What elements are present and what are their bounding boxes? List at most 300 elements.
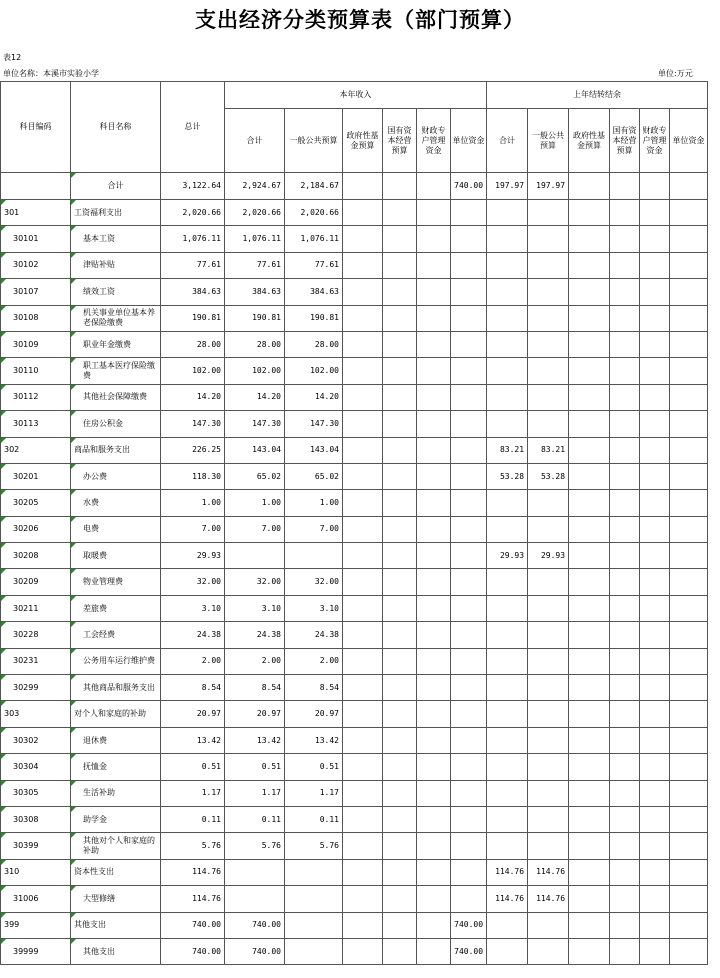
cell-ly-unit-fund: [670, 595, 708, 621]
cell-cy-total: 77.61: [225, 252, 285, 278]
cell-ly-unit-fund: [670, 252, 708, 278]
cell-code: 30112: [1, 384, 71, 410]
cell-ly-total: [487, 279, 528, 305]
cell-cy-fiscal-special: [417, 886, 451, 912]
cell-total: 20.97: [161, 701, 225, 727]
header-name: 科目名称: [71, 82, 161, 173]
cell-cy-unit-fund: [451, 754, 487, 780]
header-this-year: 本年收入: [225, 82, 487, 109]
cell-ly-total: [487, 516, 528, 542]
cell-cy-general: [285, 912, 343, 938]
cell-cy-general: [285, 886, 343, 912]
cell-cy-general: 2,020.66: [285, 200, 343, 226]
cell-ly-gov-fund: [569, 622, 610, 648]
cell-ly-total: 29.93: [487, 543, 528, 569]
cell-cy-total: 1,076.11: [225, 226, 285, 252]
cell-ly-fiscal-special: [640, 331, 670, 357]
cell-cy-general: 28.00: [285, 331, 343, 357]
cell-ly-gov-fund: [569, 675, 610, 701]
cell-ly-state-capital: [610, 833, 640, 859]
cell-total: 3.10: [161, 595, 225, 621]
cell-cy-fiscal-special: [417, 411, 451, 437]
cell-cy-state-capital: [383, 912, 417, 938]
cell-cy-gov-fund: [343, 622, 383, 648]
table-row: [1, 912, 708, 938]
cell-cy-fiscal-special: [417, 833, 451, 859]
cell-name: 差旅费: [71, 595, 161, 621]
cell-ly-total: 53.28: [487, 463, 528, 489]
cell-ly-state-capital: [610, 938, 640, 964]
table-row: [1, 727, 708, 753]
cell-ly-general: [528, 200, 569, 226]
cell-ly-state-capital: [610, 252, 640, 278]
cell-cy-fiscal-special: [417, 754, 451, 780]
cell-ly-fiscal-special: [640, 279, 670, 305]
cell-ly-fiscal-special: [640, 411, 670, 437]
cell-ly-general: [528, 806, 569, 832]
cell-cy-total: 24.38: [225, 622, 285, 648]
table-row: [1, 859, 708, 885]
cell-cy-general: 5.76: [285, 833, 343, 859]
cell-cy-state-capital: [383, 806, 417, 832]
cell-total: 114.76: [161, 886, 225, 912]
cell-ly-unit-fund: [670, 569, 708, 595]
table-row: [1, 173, 708, 200]
cell-cy-unit-fund: [451, 569, 487, 595]
header-total: 总计: [161, 82, 225, 173]
cell-cy-unit-fund: [451, 411, 487, 437]
cell-cy-general: 3.10: [285, 595, 343, 621]
cell-cy-state-capital: [383, 279, 417, 305]
cell-code: 30305: [1, 780, 71, 806]
cell-cy-unit-fund: [451, 331, 487, 357]
cell-cy-state-capital: [383, 622, 417, 648]
cell-cy-state-capital: [383, 200, 417, 226]
cell-total: 2.00: [161, 648, 225, 674]
cell-cy-gov-fund: [343, 411, 383, 437]
cell-cy-general: 13.42: [285, 727, 343, 753]
cell-cy-gov-fund: [343, 543, 383, 569]
cell-ly-gov-fund: [569, 490, 610, 516]
cell-ly-unit-fund: [670, 754, 708, 780]
cell-cy-unit-fund: 740.00: [451, 912, 487, 938]
cell-cy-unit-fund: [451, 384, 487, 410]
cell-cy-total: 32.00: [225, 569, 285, 595]
cell-ly-gov-fund: [569, 701, 610, 727]
cell-ly-general: [528, 912, 569, 938]
cell-ly-general: [528, 252, 569, 278]
cell-code: 30205: [1, 490, 71, 516]
header-ly-total: 合计: [487, 109, 528, 173]
cell-cy-unit-fund: 740.00: [451, 938, 487, 964]
cell-cy-fiscal-special: [417, 200, 451, 226]
cell-ly-gov-fund: [569, 279, 610, 305]
table-row: [1, 226, 708, 252]
table-row: [1, 384, 708, 410]
cell-ly-unit-fund: [670, 463, 708, 489]
cell-ly-total: [487, 622, 528, 648]
cell-cy-total: 102.00: [225, 358, 285, 384]
cell-cy-general: 24.38: [285, 622, 343, 648]
cell-name: 助学金: [71, 806, 161, 832]
cell-ly-general: [528, 727, 569, 753]
cell-ly-state-capital: [610, 173, 640, 200]
table-row: [1, 358, 708, 384]
cell-total: 14.20: [161, 384, 225, 410]
cell-ly-general: 197.97: [528, 173, 569, 200]
cell-cy-fiscal-special: [417, 859, 451, 885]
cell-ly-gov-fund: [569, 516, 610, 542]
cell-cy-gov-fund: [343, 912, 383, 938]
cell-cy-fiscal-special: [417, 780, 451, 806]
cell-name: 抚恤金: [71, 754, 161, 780]
cell-cy-total: 8.54: [225, 675, 285, 701]
table-row: [1, 516, 708, 542]
cell-cy-gov-fund: [343, 279, 383, 305]
cell-cy-fiscal-special: [417, 437, 451, 463]
cell-total: 28.00: [161, 331, 225, 357]
cell-ly-total: [487, 595, 528, 621]
table-row: [1, 463, 708, 489]
cell-name: 大型修缮: [71, 886, 161, 912]
cell-name: 其他商品和服务支出: [71, 675, 161, 701]
cell-cy-general: 2,184.67: [285, 173, 343, 200]
cell-name: 物业管理费: [71, 569, 161, 595]
cell-cy-gov-fund: [343, 780, 383, 806]
cell-ly-unit-fund: [670, 648, 708, 674]
cell-ly-fiscal-special: [640, 463, 670, 489]
cell-total: 7.00: [161, 516, 225, 542]
cell-total: 226.25: [161, 437, 225, 463]
cell-name: 取暖费: [71, 543, 161, 569]
cell-cy-total: 147.30: [225, 411, 285, 437]
cell-cy-fiscal-special: [417, 622, 451, 648]
cell-cy-general: 32.00: [285, 569, 343, 595]
cell-ly-fiscal-special: [640, 886, 670, 912]
cell-cy-gov-fund: [343, 701, 383, 727]
cell-cy-total: 143.04: [225, 437, 285, 463]
cell-ly-state-capital: [610, 780, 640, 806]
cell-ly-gov-fund: [569, 543, 610, 569]
cell-ly-unit-fund: [670, 305, 708, 331]
cell-cy-fiscal-special: [417, 279, 451, 305]
cell-cy-gov-fund: [343, 358, 383, 384]
cell-cy-unit-fund: [451, 648, 487, 674]
cell-cy-unit-fund: [451, 859, 487, 885]
cell-name: 基本工资: [71, 226, 161, 252]
cell-total: 1.17: [161, 780, 225, 806]
cell-cy-state-capital: [383, 331, 417, 357]
cell-cy-fiscal-special: [417, 543, 451, 569]
table-row: [1, 490, 708, 516]
cell-ly-state-capital: [610, 701, 640, 727]
cell-cy-gov-fund: [343, 569, 383, 595]
table-row: [1, 701, 708, 727]
cell-cy-unit-fund: [451, 463, 487, 489]
cell-ly-fiscal-special: [640, 938, 670, 964]
cell-ly-general: [528, 305, 569, 331]
cell-ly-unit-fund: [670, 727, 708, 753]
header-ly-state-capital: 国有资本经营预算: [610, 109, 640, 173]
cell-total: 0.11: [161, 806, 225, 832]
cell-ly-gov-fund: [569, 886, 610, 912]
table-row: [1, 622, 708, 648]
cell-ly-general: [528, 833, 569, 859]
cell-ly-fiscal-special: [640, 173, 670, 200]
cell-ly-unit-fund: [670, 173, 708, 200]
table-body: [1, 173, 708, 965]
cell-code: 30211: [1, 595, 71, 621]
table-row: [1, 833, 708, 859]
cell-name: 职工基本医疗保险缴费: [71, 358, 161, 384]
cell-ly-state-capital: [610, 622, 640, 648]
cell-cy-general: 0.11: [285, 806, 343, 832]
table-row: [1, 754, 708, 780]
cell-code: 30228: [1, 622, 71, 648]
cell-ly-general: [528, 569, 569, 595]
cell-ly-fiscal-special: [640, 780, 670, 806]
cell-ly-fiscal-special: [640, 595, 670, 621]
cell-cy-unit-fund: [451, 833, 487, 859]
cell-ly-gov-fund: [569, 463, 610, 489]
cell-cy-unit-fund: [451, 622, 487, 648]
cell-cy-general: 77.61: [285, 252, 343, 278]
cell-ly-gov-fund: [569, 780, 610, 806]
table-row: [1, 305, 708, 331]
cell-ly-fiscal-special: [640, 701, 670, 727]
cell-cy-general: 14.20: [285, 384, 343, 410]
cell-cy-unit-fund: [451, 226, 487, 252]
cell-ly-unit-fund: [670, 701, 708, 727]
cell-cy-fiscal-special: [417, 252, 451, 278]
cell-ly-unit-fund: [670, 833, 708, 859]
header-ly-fiscal-special: 财政专户管理资金: [640, 109, 670, 173]
table-row: [1, 543, 708, 569]
cell-cy-unit-fund: [451, 595, 487, 621]
cell-code: 399: [1, 912, 71, 938]
cell-ly-fiscal-special: [640, 437, 670, 463]
cell-name: 其他支出: [71, 912, 161, 938]
header-ly-unit-fund: 单位资金: [670, 109, 708, 173]
cell-cy-total: 14.20: [225, 384, 285, 410]
cell-cy-total: 13.42: [225, 727, 285, 753]
cell-ly-fiscal-special: [640, 754, 670, 780]
cell-cy-unit-fund: [451, 886, 487, 912]
cell-cy-fiscal-special: [417, 675, 451, 701]
cell-cy-general: 384.63: [285, 279, 343, 305]
cell-cy-total: 2,020.66: [225, 200, 285, 226]
cell-ly-general: [528, 780, 569, 806]
cell-cy-unit-fund: [451, 279, 487, 305]
cell-name: 其他社会保障缴费: [71, 384, 161, 410]
cell-cy-unit-fund: [451, 543, 487, 569]
cell-ly-gov-fund: [569, 648, 610, 674]
cell-ly-general: [528, 358, 569, 384]
cell-cy-gov-fund: [343, 226, 383, 252]
cell-cy-gov-fund: [343, 727, 383, 753]
cell-cy-state-capital: [383, 384, 417, 410]
table-number: 表12: [3, 53, 22, 62]
cell-ly-general: [528, 226, 569, 252]
cell-cy-fiscal-special: [417, 226, 451, 252]
cell-cy-general: 1,076.11: [285, 226, 343, 252]
cell-ly-gov-fund: [569, 859, 610, 885]
cell-code: 30108: [1, 305, 71, 331]
cell-cy-total: 20.97: [225, 701, 285, 727]
cell-ly-fiscal-special: [640, 200, 670, 226]
cell-name: 其他对个人和家庭的补助: [71, 833, 161, 859]
cell-name: 电费: [71, 516, 161, 542]
table-header: [1, 82, 708, 173]
cell-cy-general: 8.54: [285, 675, 343, 701]
cell-ly-general: [528, 701, 569, 727]
cell-name: 绩效工资: [71, 279, 161, 305]
cell-cy-state-capital: [383, 648, 417, 674]
cell-cy-fiscal-special: [417, 806, 451, 832]
cell-cy-gov-fund: [343, 305, 383, 331]
cell-ly-state-capital: [610, 384, 640, 410]
cell-ly-unit-fund: [670, 912, 708, 938]
cell-total: 740.00: [161, 912, 225, 938]
cell-cy-state-capital: [383, 727, 417, 753]
cell-ly-fiscal-special: [640, 543, 670, 569]
cell-cy-total: 65.02: [225, 463, 285, 489]
cell-ly-gov-fund: [569, 305, 610, 331]
cell-ly-state-capital: [610, 411, 640, 437]
cell-total: 8.54: [161, 675, 225, 701]
cell-cy-state-capital: [383, 543, 417, 569]
cell-code: 303: [1, 701, 71, 727]
cell-cy-fiscal-special: [417, 516, 451, 542]
cell-ly-general: [528, 516, 569, 542]
table-row: [1, 806, 708, 832]
table-row: [1, 595, 708, 621]
cell-ly-unit-fund: [670, 806, 708, 832]
cell-ly-state-capital: [610, 595, 640, 621]
cell-cy-total: 384.63: [225, 279, 285, 305]
cell-total: 740.00: [161, 938, 225, 964]
budget-table: [0, 81, 708, 965]
cell-cy-unit-fund: [451, 305, 487, 331]
cell-name: 工会经费: [71, 622, 161, 648]
cell-ly-total: 197.97: [487, 173, 528, 200]
cell-cy-fiscal-special: [417, 384, 451, 410]
cell-ly-state-capital: [610, 516, 640, 542]
cell-ly-unit-fund: [670, 859, 708, 885]
cell-ly-unit-fund: [670, 675, 708, 701]
cell-cy-general: 102.00: [285, 358, 343, 384]
cell-ly-gov-fund: [569, 833, 610, 859]
cell-ly-state-capital: [610, 806, 640, 832]
cell-cy-general: 147.30: [285, 411, 343, 437]
cell-ly-general: 83.21: [528, 437, 569, 463]
cell-cy-fiscal-special: [417, 358, 451, 384]
cell-ly-state-capital: [610, 675, 640, 701]
cell-code: 30107: [1, 279, 71, 305]
cell-cy-state-capital: [383, 833, 417, 859]
cell-ly-fiscal-special: [640, 226, 670, 252]
cell-ly-gov-fund: [569, 437, 610, 463]
cell-ly-total: [487, 675, 528, 701]
cell-ly-total: [487, 780, 528, 806]
table-row: [1, 437, 708, 463]
cell-cy-fiscal-special: [417, 701, 451, 727]
cell-ly-total: [487, 701, 528, 727]
cell-ly-gov-fund: [569, 331, 610, 357]
cell-cy-general: [285, 938, 343, 964]
cell-ly-state-capital: [610, 490, 640, 516]
header-last-year: 上年结转结余: [487, 82, 708, 109]
cell-total: 114.76: [161, 859, 225, 885]
cell-ly-unit-fund: [670, 490, 708, 516]
cell-cy-unit-fund: 740.00: [451, 173, 487, 200]
cell-cy-fiscal-special: [417, 331, 451, 357]
cell-name: 其他支出: [71, 938, 161, 964]
header-cy-general: 一般公共预算: [285, 109, 343, 173]
cell-name: 住房公积金: [71, 411, 161, 437]
cell-ly-total: [487, 912, 528, 938]
cell-cy-fiscal-special: [417, 648, 451, 674]
cell-cy-gov-fund: [343, 754, 383, 780]
cell-ly-unit-fund: [670, 331, 708, 357]
cell-code: 30110: [1, 358, 71, 384]
cell-cy-gov-fund: [343, 595, 383, 621]
cell-ly-total: [487, 305, 528, 331]
header-ly-gov-fund: 政府性基金预算: [569, 109, 610, 173]
cell-ly-total: [487, 833, 528, 859]
cell-cy-unit-fund: [451, 780, 487, 806]
cell-cy-total: 2.00: [225, 648, 285, 674]
table-row: [1, 780, 708, 806]
cell-cy-gov-fund: [343, 675, 383, 701]
cell-cy-unit-fund: [451, 806, 487, 832]
cell-ly-general: [528, 648, 569, 674]
cell-cy-unit-fund: [451, 516, 487, 542]
cell-cy-state-capital: [383, 701, 417, 727]
cell-name: 津贴补贴: [71, 252, 161, 278]
cell-name: 生活补助: [71, 780, 161, 806]
cell-cy-gov-fund: [343, 938, 383, 964]
cell-cy-gov-fund: [343, 200, 383, 226]
cell-code: 30206: [1, 516, 71, 542]
header-cy-state-capital: 国有资本经营预算: [383, 109, 417, 173]
cell-ly-fiscal-special: [640, 569, 670, 595]
cell-cy-state-capital: [383, 437, 417, 463]
cell-ly-general: [528, 675, 569, 701]
header-cy-total: 合计: [225, 109, 285, 173]
cell-ly-state-capital: [610, 226, 640, 252]
cell-ly-total: [487, 938, 528, 964]
cell-name: 退休费: [71, 727, 161, 753]
cell-total: 384.63: [161, 279, 225, 305]
cell-ly-total: [487, 384, 528, 410]
cell-ly-state-capital: [610, 437, 640, 463]
cell-total: 13.42: [161, 727, 225, 753]
cell-cy-fiscal-special: [417, 595, 451, 621]
cell-ly-gov-fund: [569, 912, 610, 938]
table-row: [1, 252, 708, 278]
cell-ly-gov-fund: [569, 727, 610, 753]
cell-ly-unit-fund: [670, 543, 708, 569]
cell-cy-state-capital: [383, 938, 417, 964]
cell-ly-gov-fund: [569, 754, 610, 780]
header-cy-gov-fund: 政府性基金预算: [343, 109, 383, 173]
table-row: [1, 675, 708, 701]
cell-code: 30109: [1, 331, 71, 357]
cell-ly-fiscal-special: [640, 648, 670, 674]
cell-cy-total: 3.10: [225, 595, 285, 621]
cell-cy-general: 2.00: [285, 648, 343, 674]
